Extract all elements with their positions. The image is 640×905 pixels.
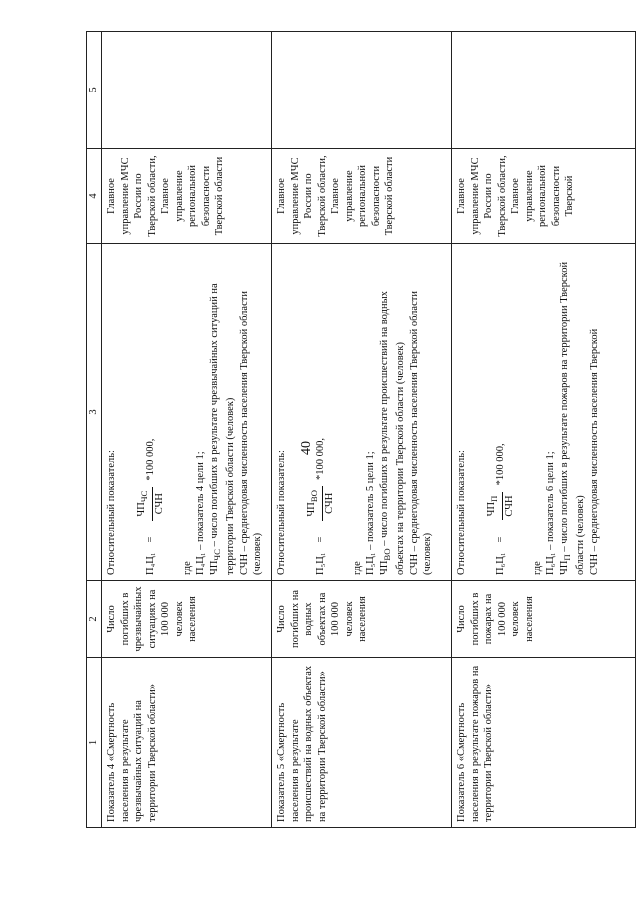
indicator-unit: Число погибших в чрезвычайных ситуациях на 100 000 человек населения [102, 581, 272, 658]
method-intro: Относительный показатель: [456, 450, 467, 575]
formula [301, 249, 341, 575]
responsible-body: Главное управление МЧС России по Тверской области, Главное управление региональной безопасности Тверской области [272, 149, 452, 244]
formula-denominator: СЧН [503, 495, 515, 517]
note-cell [102, 32, 272, 149]
formula-numerator: $ЧП_{ВО}$ [305, 486, 323, 521]
formula-multiplier: *100 000, [314, 438, 326, 480]
indicator-table-sheet [86, 31, 636, 828]
definition: П₄Ц₁ – показатель 4 цели 1; [195, 451, 206, 575]
formula-lhs: П₆Ц₁ [494, 552, 506, 575]
indicator-unit: Число погибших в пожарах на 100 000 человек населения [452, 581, 636, 658]
formula [481, 249, 521, 575]
definition: $ЧП_П$ – число погибших в результате пожаров на территории Тверской области (человек) [558, 261, 587, 575]
indicator-name: Показатель 6 «Смертность населения в результате пожаров на территории Тверской области» [452, 658, 636, 828]
formula-multiplier: *100 000, [494, 443, 506, 486]
formula-fraction [305, 486, 336, 521]
page-number: 40 [299, 441, 314, 455]
where-label: где [181, 561, 193, 575]
note-cell [452, 32, 636, 149]
where-label: где [351, 561, 363, 575]
definition: СЧН – среднегодовая численность населения Тверской области (человек) [238, 291, 264, 575]
calculation-method [452, 244, 636, 581]
table-header-row [87, 32, 102, 828]
formula-numerator: $ЧП_П$ [485, 492, 503, 521]
table-row [272, 32, 452, 828]
formula-equals: = [314, 536, 326, 543]
formula-denominator: СЧН [153, 493, 165, 515]
formula-lhs: П₅Ц₁ [314, 552, 326, 575]
formula-equals: = [144, 536, 156, 543]
indicator-name: Показатель 5 «Смертность населения в результате происшествий на водных объектах на территории Тверской области» [272, 658, 452, 828]
responsible-body: Главное управление МЧС России по Тверской области, Главное управление региональной безопасности Тверской [452, 149, 636, 244]
header-col-3: 3 [87, 244, 102, 581]
formula-equals: = [494, 536, 506, 543]
formula-numerator: $ЧП_{ЧС}$ [135, 487, 153, 521]
indicator-table [86, 31, 636, 828]
calculation-method [102, 244, 272, 581]
where-label: где [531, 561, 543, 575]
header-col-5: 5 [87, 32, 102, 149]
responsible-body: Главное управление МЧС России по Тверской области, Главное управление региональной безопасности Тверской области [102, 149, 272, 244]
definition: СЧН – среднегодовая численность населения Тверской [588, 328, 600, 575]
table-row [102, 32, 272, 828]
method-intro: Относительный показатель: [106, 450, 117, 575]
definition: П₅Ц₁ – показатель 5 цели 1; [365, 451, 376, 575]
formula-fraction [485, 491, 516, 520]
note-cell [272, 32, 452, 149]
formula-lhs: П₄Ц₁ [144, 552, 156, 575]
definition: СЧН – среднегодовая численность населения Тверской области (человек) [408, 291, 434, 575]
indicator-unit: Число погибших на водных объектах на 100 000 человек населения [272, 581, 452, 658]
definition: П₆Ц₁ – показатель 6 цели 1; [545, 451, 556, 575]
formula-fraction [135, 487, 166, 521]
definition: $ЧП_{ЧС}$ – число погибших в результате чрезвычайных ситуаций на территории Тверской области (человек) [208, 283, 237, 575]
formula-multiplier: *100 000, [144, 438, 156, 481]
definition: $ЧП_{ВО}$ – число погибших в результате происшествий на водных объектах на территории Тверской области (человек) [378, 291, 407, 575]
formula-denominator: СЧН [323, 492, 335, 514]
header-col-2: 2 [87, 581, 102, 658]
calculation-method [272, 244, 452, 581]
indicator-name: Показатель 4 «Смертность населения в результате чрезвычайных ситуаций на территории Тверской области» [102, 658, 272, 828]
header-col-1: 1 [87, 658, 102, 828]
method-intro: Относительный показатель: [276, 450, 287, 575]
header-col-4: 4 [87, 149, 102, 244]
formula [131, 249, 171, 575]
table-row [452, 32, 636, 828]
